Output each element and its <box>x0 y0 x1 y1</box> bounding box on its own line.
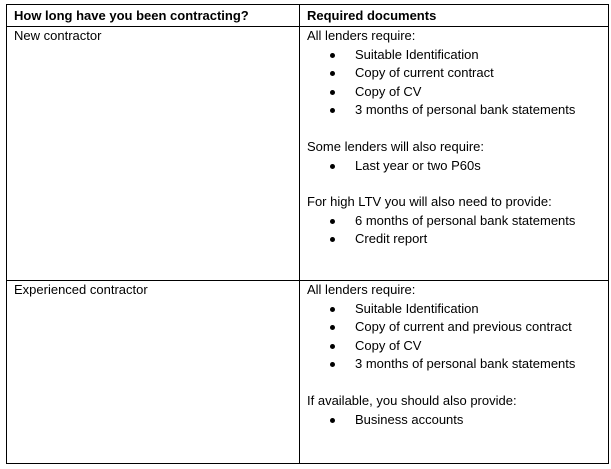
document-group <box>307 392 601 429</box>
list-item-text: Business accounts <box>355 411 464 427</box>
list-item <box>307 411 601 430</box>
list-item <box>307 83 601 102</box>
list-item-text: Copy of CV <box>355 83 422 99</box>
bullet-list <box>307 157 601 176</box>
list-item-text: Credit report <box>355 231 428 247</box>
bullet-list <box>307 300 601 374</box>
list-item <box>307 337 601 356</box>
row-label-experienced-contractor: Experienced contractor <box>7 281 300 464</box>
bullet-icon <box>330 362 335 367</box>
header-required-documents: Required documents <box>300 5 609 27</box>
list-item <box>307 46 601 65</box>
required-documents-table <box>6 4 609 464</box>
list-item <box>307 230 601 249</box>
document-group <box>307 138 601 175</box>
document-group <box>307 281 601 374</box>
list-item-text: 3 months of personal bank statements <box>355 102 576 118</box>
list-item-text: Suitable Identification <box>355 46 479 62</box>
group-label: Some lenders will also require: <box>307 138 485 154</box>
table-header-row <box>7 5 609 27</box>
bullet-list <box>307 411 601 430</box>
bullet-icon <box>330 90 335 95</box>
list-item-text: 3 months of personal bank statements <box>355 356 576 372</box>
list-item <box>307 64 601 83</box>
documents-cell-new-contractor <box>300 27 609 281</box>
list-item <box>307 212 601 231</box>
bullet-icon <box>330 71 335 76</box>
group-label: For high LTV you will also need to provide: <box>307 194 552 210</box>
table-row <box>7 281 609 464</box>
bullet-icon <box>330 325 335 330</box>
list-item <box>307 101 601 120</box>
group-label: If available, you should also provide: <box>307 392 517 408</box>
list-item <box>307 300 601 319</box>
bullet-list <box>307 46 601 120</box>
document-group <box>307 193 601 249</box>
list-item-text: Copy of current contract <box>355 65 494 81</box>
group-label: All lenders require: <box>307 28 416 43</box>
bullet-icon <box>330 237 335 242</box>
document-group <box>307 27 601 120</box>
list-item-text: Copy of CV <box>355 337 422 353</box>
bullet-icon <box>330 344 335 349</box>
bullet-icon <box>330 108 335 113</box>
list-item-text: Copy of current and previous contract <box>355 319 572 335</box>
header-contracting-duration: How long have you been contracting? <box>7 5 300 27</box>
list-item <box>307 157 601 176</box>
bullet-icon <box>330 307 335 312</box>
list-item <box>307 318 601 337</box>
table-row <box>7 27 609 281</box>
group-label: All lenders require: <box>307 282 416 297</box>
list-item-text: 6 months of personal bank statements <box>355 212 576 228</box>
list-item-text: Suitable Identification <box>355 300 479 316</box>
bullet-list <box>307 212 601 249</box>
bullet-icon <box>330 53 335 58</box>
documents-cell-experienced-contractor <box>300 281 609 464</box>
list-item <box>307 355 601 374</box>
bullet-icon <box>330 219 335 224</box>
row-label-new-contractor: New contractor <box>7 27 300 281</box>
bullet-icon <box>330 164 335 169</box>
bullet-icon <box>330 418 335 423</box>
list-item-text: Last year or two P60s <box>355 157 481 173</box>
